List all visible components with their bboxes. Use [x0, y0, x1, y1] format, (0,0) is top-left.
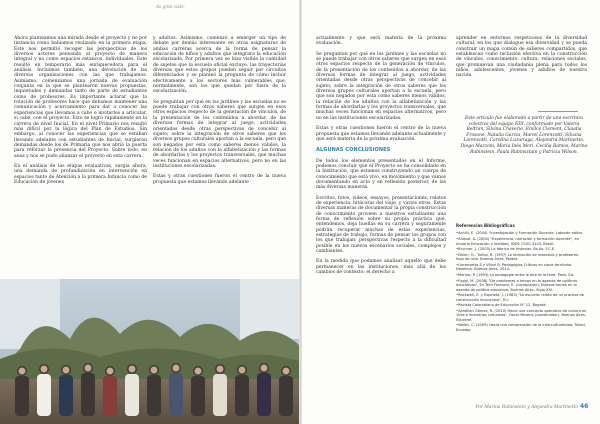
- page-number: 46: [580, 403, 589, 410]
- footer-author: Por Marina Rubinstein y Alejandra Martinetto: [475, 405, 578, 410]
- right-page-column-2: [456, 36, 587, 84]
- body-paragraph: De todos los elementos presentados en el Informe, podemos concluir que el Proyecto se ha consolidado en la Institución, que estamos construyendo un cuerpo de conocimiento que está vivo, en movimiento y que vamos documentando en acto y en reflexión posterior, de las más diversas maneras.: [316, 158, 446, 191]
- photo-illustration: [0, 279, 299, 424]
- right-page-column-1: [316, 36, 446, 280]
- section-heading: ALGUNAS CONCLUSIONES: [316, 147, 391, 154]
- reference-item: •Revista Colombiana de Educación N° 12, Bogotá.: [456, 303, 547, 308]
- body-paragraph: aprender en entornos respetuosos de la diversidad cultural, en los que dialogue esa diversidad y se pueda construir un mapa común de saberes compartidos, que establezcan como inclusión efectiva en la construcción de vínculos, conocimiento, cultura, relaciones sociales, que promuevan una ciudadanía plena para todos los niños, adolescentes, jóvenes y adultos de nuestra nación.: [456, 36, 587, 79]
- reference-item: •Achilli, E. (2004) "Investigación y Formación Docente. Laborde editor.: [456, 231, 583, 236]
- body-paragraph: actualmente y que será materia de la próxima evaluación.: [316, 36, 446, 47]
- references-title: Referencias Bibliográficas: [456, 223, 515, 228]
- reference-item: •Merino, P. (1993) La pedagogie entre le dire et le faire. París, Ed.: [456, 273, 575, 278]
- reference-item: •Alliaud, A. (2004) "Experiencia, narración y formación docente", en Anuario Educación y realidad, ISSN: 0100-3143, Brasil.: [456, 237, 579, 246]
- reference-item: •Fuggi, M. (2008) "De problemas a temas en la agenda de políticas educativas", En Terti Fantaniz, E. (compilador), Nuevos temas en la agenda de política educativa, Buenos Aires, Siglo XXI.: [456, 278, 578, 292]
- page-gutter: [299, 0, 302, 424]
- credit-divider: [538, 111, 578, 112]
- running-head: -As gran ciste-: [154, 4, 186, 9]
- reference-item: •Brunner, J. (2003) La fábrica de historias. Bs As. F.C.E.: [456, 247, 556, 252]
- references: [456, 224, 587, 334]
- left-page-column-2: [153, 36, 286, 190]
- body-paragraph: Estas y otras cuestiones fueron el centro de la nueva propuesta que estamos llevando adelante actualmente y que será materia de la próxima evaluación.: [316, 126, 446, 142]
- body-paragraph: y adultos. Asimismo, comenzó a emerger un tipo de debate por demás interesante en otras asignaturas de ambas carreras acerca de la forma de pensar la educación de niños y adultos que integrara la educación escolarizada. Por primera vez se hizo visible la cantidad de sujetos que la escuela oficial excluye, las trayectorias diversas que estos grupos pueden seguir por circuitos diferenciados y se planteó la pregunta de cómo incluir efectivamente a los sectores más vulnerables que, normalmente, son los que quedan por fuera de la escolarización.: [153, 36, 286, 95]
- body-paragraph: Se preguntan por qué en los jardines y las escuelas no se puede trabajar con otros saberes que surgen en esos otros espacios respecto de la generación de vínculos, de la presentación de los contenidos a abordar, de las diversas formas de integrar al juego, actividades orientadas desde otras perspectivas de concebir al sujeto; sobre la integración de otros saberes que los diversos grupos culturales aportan a la escuela, pero que son negados por esta como saberes menos válidos, la relación de los adultos con la alfabetización y las formas de abordarlas y los proyectos transversales, que muchas veces funcionan en espacios alternativos, pero no en las instituciones escolarizadas.: [316, 51, 446, 121]
- reference-item: •Llorensetta S y Villari R. Pedagogías Críticas en clave territorial. Novedux. Buenos Aires, 2014.: [456, 262, 573, 272]
- reference-item: •Dhien, G., Tuñiqi, R. (1997) La formación de maestros y profesores: hoja de ruta. Buenos Aires, Paidós.: [456, 252, 580, 262]
- reference-item: •Santillán Gómez, R. (2010) Hacia una concepto operativo de cultura en 'Arte e industrias culturales', Oscar Moreno (coordinador), Buenos Aires, Eduntref.: [456, 308, 587, 322]
- body-paragraph: Ahora planteamos una mirada desde el proyecto y no por instancia como habíamos realizado en la primera etapa. Este nos permitió recoger las perspectivas de los diversos actores pensando el proyecto de manera integral y no como espacios estancos, individuales. Este resultó en temporario más enriquecedora para el análisis. Incluimos también, una devolución de las diversas organizaciones con las que trabajamos. Asimismo, comenzamos una jornada de evaluación conjunta en la que se plantearon nuevas propuestas, inquietudes y demandas tanto de parte de estudiantes como de profesores. Es importante aclarar que la rotación de profesores hace que debamos mantener una comunicación y acercamiento para dar a conocer las experiencias que llevamos a cabo e invitarlos a articular, si cabe, con el proyecto. Esto se logró rápidamente en la carrera de nivel Inicial. En el nivel Primario nos resultó más difícil por la lógica del Plan de Estudios. Sin embargo, al conocer las experiencias que se estaban llevando adelante con estudiantes de Inicial, surgieron demandas desde los de Primaria que nos abrió la puerta para reforzar la presencia del Proyecto. Sobre todo, en ansa y nos se pudo alianzar el proyecto en esta carrera.: [14, 36, 147, 159]
- group-photo: [0, 279, 299, 424]
- reference-item: •Walsh, C. (2009) Hacia una comprensión de la interculturalidad. Tukari, Ecuador.: [456, 323, 587, 332]
- body-paragraph: En la medida que podamos analizar aquello que debe permanecer en las instituciones, más allá de los cambios de contexto: el derecho a: [316, 259, 446, 276]
- body-paragraph: Escritos, fotos, videos, ensayos, presentaciones, relatos de experiencia, bitácoras del viaje, y varios otros. Estas diversas maneras de documentar la propia construcción de conocimiento proveen a nuestros estudiantes una forma de reflexión sobre su propia práctica que, entendemos, deja huellas en su carrera y seguramente podrán recuperar muchas de estas experiencias, estrategias de trabajo, formas de pensar los grupos con los que trabajan; perspectivas respecto a la dificultad posible en los nuevos escenarios sociales, complejos y cambiantes.: [316, 195, 446, 255]
- body-paragraph: En el análisis de las etapas evaluativas, surgía ahora, una demanda de profundización en intervención en espacios tanto de Atención a la primera Infancia como de Educación de jóvenes: [14, 163, 147, 185]
- reference-item: •Rockwell, E. y Ezpeleta, J. (1983) "La escuela: relato de un proceso de construcción inconcluso". En:: [456, 293, 584, 302]
- left-page-column-1: [14, 36, 147, 190]
- body-paragraph: Se preguntan por qué en los jardines y las escuelas no se puede trabajar con otros saberes que surgen en esos otros espacios respecto de la generación de vínculos, de la presentación de los contenidos a abordar, de las diversas formas de integrar al juego, actividades orientadas desde otras perspectivas de concebir al sujeto; sobre la integración de otros saberes que los diversos grupos culturales aportan a la escuela, pero que son negados por esta como saberes menos válidos, la relación de los adultos con la alfabetización y las formas de abordarlas y los proyectos transversales, que muchas veces funcionan en espacios alternativos, pero no en las instituciones escolarizadas.: [153, 99, 286, 169]
- author-credit: Este artículo fue elaborado a partir de una escritura colectiva del equipo EDI, conformado por Valeria Beltran, Silvina Chaverie, Emilce Clement, Claudia Frosone, Natalia García, Mariel Lorenzotti, Silvana Lorenzotti, Carolina Luzuriaga, Alejandra Martinetto, Diego Mazzoni, María Inés Mori, Cecilia Ramos, Marina Rubinstein, Paula Rubinsztain y Patricia Wilson.: [460, 116, 588, 155]
- body-paragraph: Estas y otras cuestiones fueron el centro de la nueva propuesta que estamos llevando adelante: [153, 174, 286, 185]
